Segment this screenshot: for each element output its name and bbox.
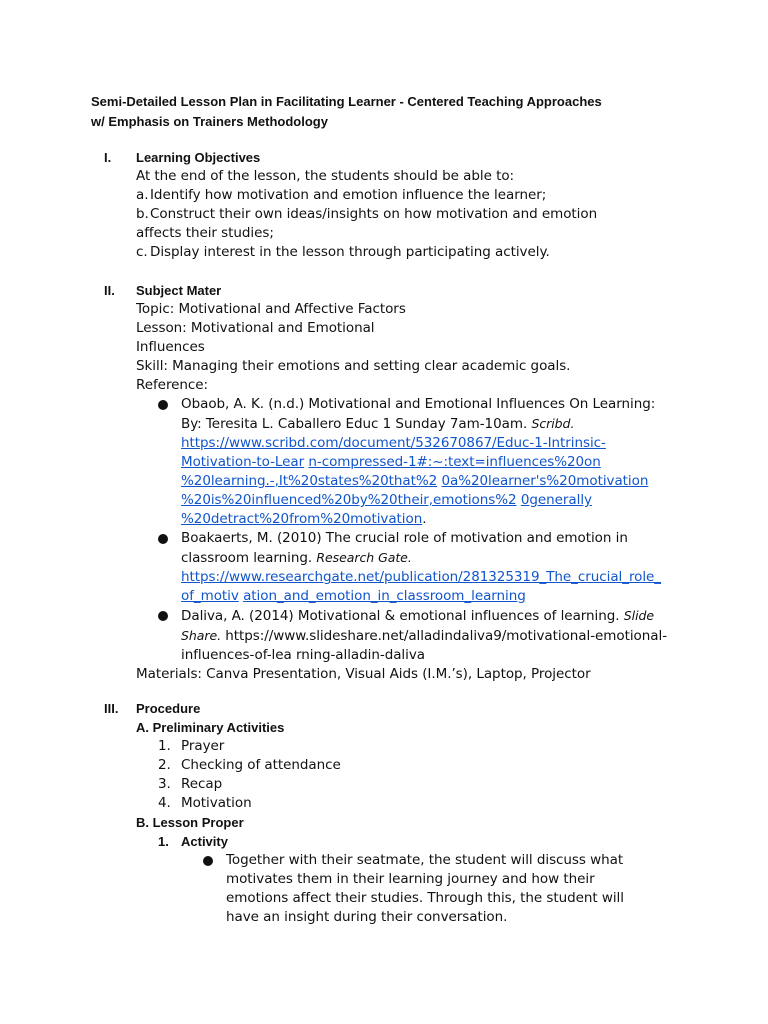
reference-link[interactable]: %20learning.-,It%20states%20that%2 bbox=[181, 473, 438, 489]
bullet-icon bbox=[158, 534, 168, 544]
part-b-heading: B. Lesson Proper bbox=[136, 815, 244, 830]
preliminary-list bbox=[136, 737, 696, 813]
reference-text: Boakaerts, M. (2010) The crucial role of motivation and emotion in bbox=[181, 530, 628, 546]
activity-text: Together with their seatmate, the student will discuss what bbox=[226, 852, 624, 868]
title-line-2: w/ Emphasis on Trainers Methodology bbox=[91, 114, 328, 129]
part-a-heading: A. Preliminary Activities bbox=[136, 720, 285, 735]
reference-link[interactable]: %20is%20influenced%20by%20their,emotions%2 bbox=[181, 492, 517, 508]
objective-text: Identify how motivation and emotion influence the learner; bbox=[150, 187, 547, 203]
list-item bbox=[136, 756, 696, 775]
list-text: Motivation bbox=[181, 795, 252, 811]
reference-item bbox=[158, 395, 678, 529]
reference-source: Research Gate. bbox=[316, 550, 412, 565]
objective-text: Display interest in the lesson through participating actively. bbox=[150, 244, 550, 260]
reference-link[interactable]: %20detract%20from%20motivation bbox=[181, 511, 423, 527]
section-heading: Learning Objectives bbox=[136, 150, 261, 165]
reference-link[interactable]: 0a%20learner's%20motivation bbox=[441, 473, 649, 489]
list-item bbox=[136, 775, 696, 794]
reference-source: Slide bbox=[623, 608, 655, 623]
reference-link[interactable]: n-compressed-1#:~:text=influences%20on bbox=[308, 454, 601, 470]
reference-link[interactable]: Motivation-to-Lear bbox=[181, 454, 305, 470]
reference-period: . bbox=[422, 511, 427, 527]
bullet-icon bbox=[158, 400, 168, 410]
list-text: Recap bbox=[181, 776, 223, 792]
objective-label: b. bbox=[136, 206, 149, 222]
activity-text: emotions affect their studies. Through this, the student will bbox=[226, 890, 624, 906]
objective-text-continued: affects their studies; bbox=[136, 225, 274, 241]
reference-text: influences-of-lea rning-alladin-daliva bbox=[181, 647, 425, 663]
reference-label: Reference: bbox=[136, 377, 209, 393]
title-line-1: Semi-Detailed Lesson Plan in Facilitating Learner - Centered Teaching Approaches bbox=[91, 94, 602, 109]
list-text: Prayer bbox=[181, 738, 225, 754]
topic-line: Topic: Motivational and Affective Factors bbox=[136, 301, 406, 317]
objective-item bbox=[136, 243, 696, 262]
section-heading: Subject Mater bbox=[136, 283, 222, 298]
reference-link[interactable]: 0generally bbox=[520, 492, 592, 508]
activity-number: 1. bbox=[158, 834, 169, 849]
lesson-line-continued: Influences bbox=[136, 339, 205, 355]
list-item bbox=[136, 794, 696, 813]
reference-text: https://www.slideshare.net/alladindaliva9/motivational-emotional- bbox=[221, 628, 668, 644]
activity-text: have an insight during their conversation. bbox=[226, 909, 508, 925]
section-number: III. bbox=[104, 701, 119, 716]
list-item bbox=[136, 737, 696, 756]
section-number: I. bbox=[104, 150, 112, 165]
list-number: 3. bbox=[158, 776, 171, 792]
activity-heading bbox=[136, 832, 696, 851]
list-number: 1. bbox=[158, 738, 171, 754]
list-number: 2. bbox=[158, 757, 171, 773]
reference-item bbox=[158, 529, 678, 606]
objective-text: Construct their own ideas/insights on how motivation and emotion bbox=[150, 206, 598, 222]
section-heading: Procedure bbox=[136, 701, 201, 716]
objective-label: c. bbox=[136, 244, 148, 260]
objective-item bbox=[136, 205, 696, 224]
reference-text: By: Teresita L. Caballero Educ 1 Sunday 7am-10am. bbox=[181, 416, 532, 432]
reference-link[interactable]: ation_and_emotion_in_classroom_learning bbox=[243, 588, 526, 604]
objectives-intro: At the end of the lesson, the students should be able to: bbox=[136, 168, 515, 184]
bullet-icon bbox=[158, 611, 168, 621]
objective-item bbox=[136, 186, 696, 205]
reference-source: Share. bbox=[181, 628, 222, 643]
skill-line: Skill: Managing their emotions and setting clear academic goals. bbox=[136, 358, 571, 374]
reference-item bbox=[158, 606, 678, 665]
list-text: Checking of attendance bbox=[181, 757, 341, 773]
activity-text: motivates them in their learning journey and how their bbox=[226, 871, 595, 887]
reference-link[interactable]: of_motiv bbox=[181, 588, 239, 604]
bullet-icon bbox=[203, 856, 213, 866]
activity-list bbox=[203, 851, 623, 927]
reference-link[interactable]: https://www.researchgate.net/publication/281325319_The_crucial_role_ bbox=[181, 569, 662, 585]
objective-label: a. bbox=[136, 187, 149, 203]
reference-link[interactable]: https://www.scribd.com/document/532670867/Educ-1-Intrinsic- bbox=[181, 435, 606, 451]
activity-label: Activity bbox=[181, 834, 228, 849]
materials-line: Materials: Canva Presentation, Visual Aids (I.M.’s), Laptop, Projector bbox=[136, 666, 591, 682]
reference-source: Scribd. bbox=[531, 416, 575, 431]
section-number: II. bbox=[104, 283, 115, 298]
reference-list bbox=[158, 395, 678, 665]
reference-text: Daliva, A. (2014) Motivational & emotional influences of learning. bbox=[181, 608, 624, 624]
document-title bbox=[91, 92, 731, 132]
activity-item bbox=[203, 851, 623, 927]
reference-text: classroom learning. bbox=[181, 550, 317, 566]
list-number: 4. bbox=[158, 795, 171, 811]
lesson-line: Lesson: Motivational and Emotional bbox=[136, 320, 375, 336]
reference-text: Obaob, A. K. (n.d.) Motivational and Emotional Influences On Learning: bbox=[181, 396, 656, 412]
